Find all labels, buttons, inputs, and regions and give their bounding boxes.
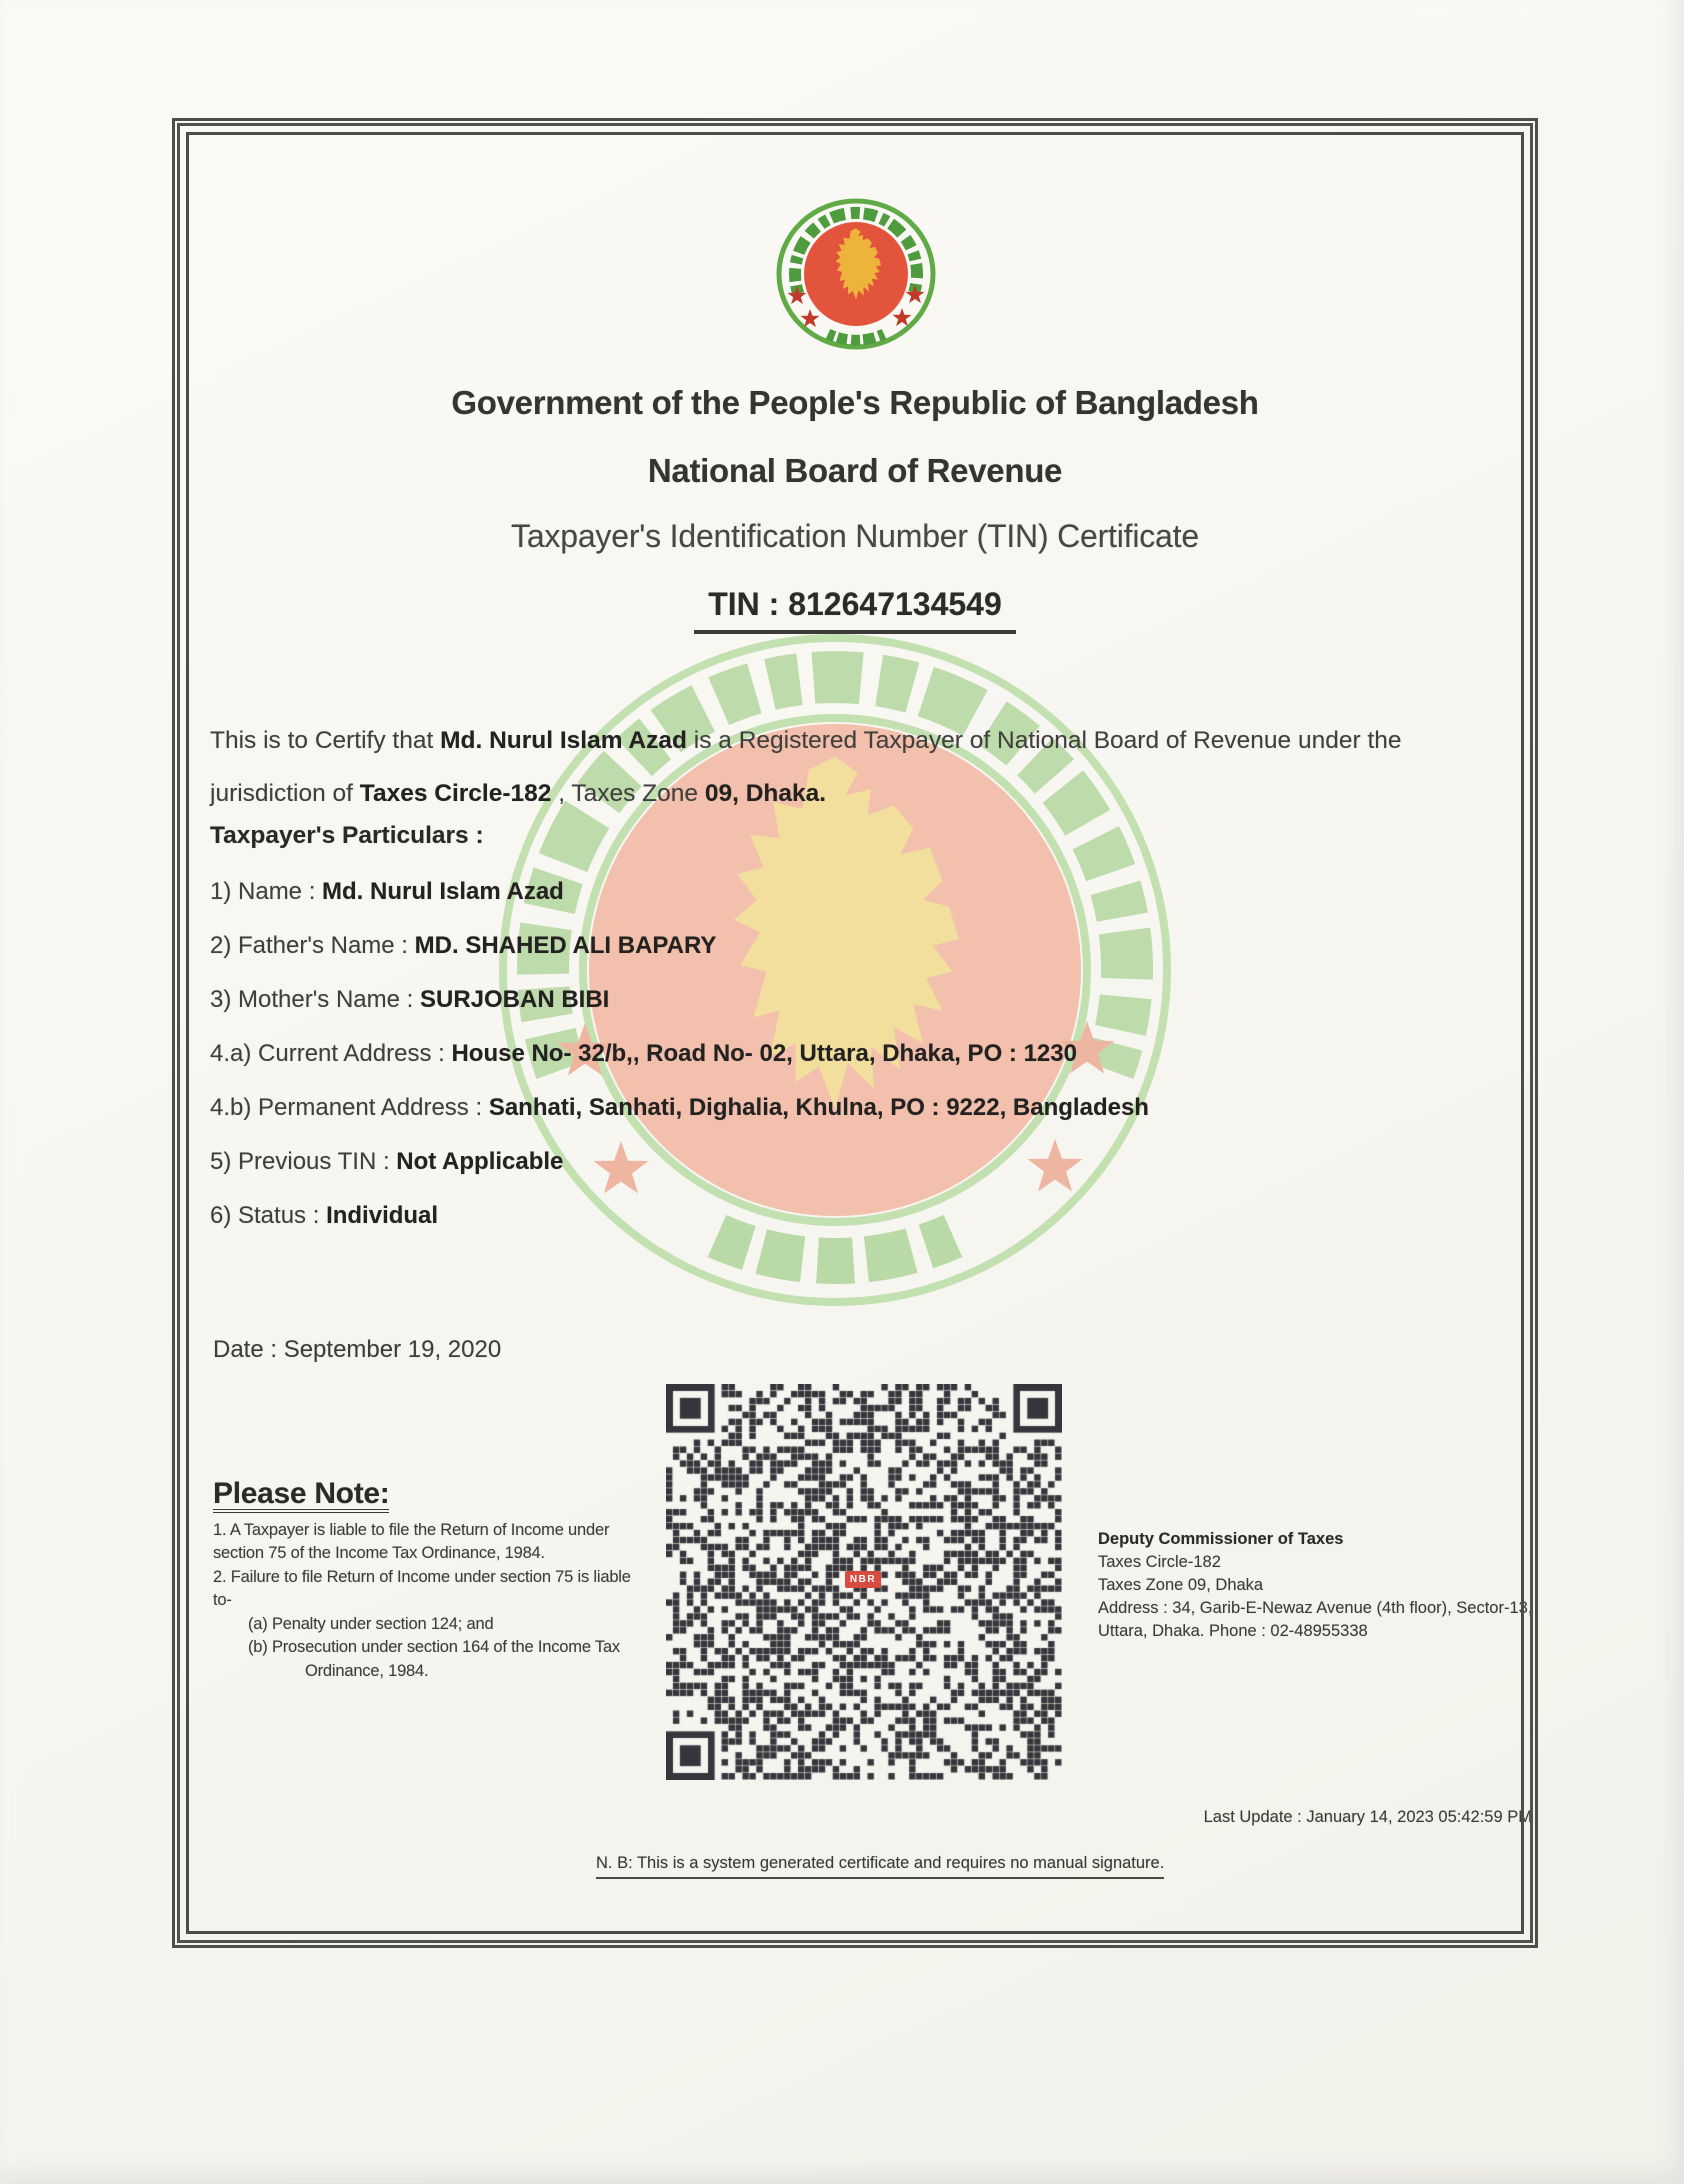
signatory-title: Deputy Commissioner of Taxes [1098, 1530, 1344, 1548]
certify-pre: This is to Certify that [210, 727, 441, 754]
note-item-1: 1. A Taxpayer is liable to file the Return of Income under section 75 of the Income Tax Ordinance, 1984. [213, 1520, 610, 1562]
list-item-mother: 3) Mother's Name : SURJOBAN BIBI [210, 986, 610, 1013]
nb-note: N. B: This is a system generated certificate and requires no manual signature. [596, 1854, 1164, 1879]
taxes-zone: 09, Dhaka. [704, 780, 827, 807]
signatory-line-phone: Uttara, Dhaka. Phone : 02-48955338 [1098, 1622, 1368, 1640]
signatory-block [1098, 1528, 1532, 1643]
tin-line [172, 586, 1538, 634]
signatory-line-zone: Taxes Zone 09, Dhaka [1098, 1576, 1264, 1594]
particulars-list [210, 876, 1149, 1254]
national-emblem-icon [770, 192, 942, 356]
list-item-name: 1) Name : Md. Nurul Islam Azad [210, 878, 564, 905]
board-title: National Board of Revenue [647, 452, 1063, 489]
tin-value: 812647134549 [788, 586, 1002, 622]
nbr-badge: NBR [845, 1571, 881, 1588]
taxes-circle: Taxes Circle-182 [359, 780, 552, 807]
note-item-2: 2. Failure to file Return of Income under section 75 is liable to- [213, 1567, 631, 1609]
signatory-line-circle: Taxes Circle-182 [1098, 1553, 1221, 1571]
certify-sep: , Taxes Zone [551, 780, 705, 807]
note-item-2b: (b) Prosecution under section 164 of the Income Tax Ordinance, 1984. [248, 1638, 620, 1680]
list-item-father: 2) Father's Name : MD. SHAHED ALI BAPARY [210, 932, 717, 959]
note-item-2a: (a) Penalty under section 124; and [248, 1614, 494, 1633]
list-item-permanent-address: 4.b) Permanent Address : Sanhati, Sanhati, Dighalia, Khulna, PO : 9222, Bangladesh [210, 1094, 1149, 1121]
particulars-heading: Taxpayer's Particulars : [210, 822, 484, 849]
government-title: Government of the People's Republic of Bangladesh [451, 384, 1259, 421]
tin-label: TIN : [708, 586, 789, 622]
list-item-current-address: 4.a) Current Address : House No- 32/b,, Road No- 02, Uttara, Dhaka, PO : 1230 [210, 1040, 1077, 1067]
certificate-title: Taxpayer's Identification Number (TIN) Certificate [511, 518, 1199, 554]
taxpayer-name: Md. Nurul Islam Azad [440, 727, 687, 754]
last-update: Last Update : January 14, 2023 05:42:59 PM [1203, 1808, 1532, 1826]
signatory-line-address: Address : 34, Garib-E-Newaz Avenue (4th floor), Sector-13, [1098, 1599, 1533, 1617]
list-item-status: 6) Status : Individual [210, 1202, 439, 1229]
please-note-block [213, 1477, 649, 1683]
please-note-heading: Please Note: [213, 1482, 649, 1513]
certify-paragraph [210, 714, 1490, 820]
qr-code-block [666, 1384, 1062, 1780]
certify-mid: is a Registered Taxpayer of National Board of Revenue under the jurisdiction of [210, 727, 1402, 807]
issue-date: Date : September 19, 2020 [213, 1336, 502, 1363]
list-item-previous-tin: 5) Previous TIN : Not Applicable [210, 1148, 564, 1175]
